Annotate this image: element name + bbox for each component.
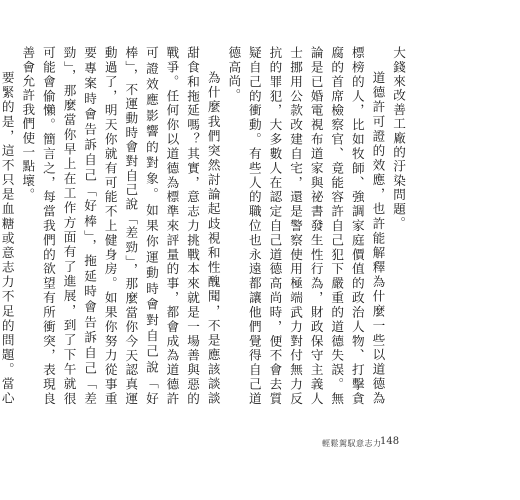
paragraph-continuation: 大錢來改善工廠的汙染問題。 bbox=[391, 46, 406, 231]
paragraph: 為什麼我們突然討論起歧視和性醜聞，不是應該談談甜食和拖延嗎？其實，意志力挑戰本來就是一場善與惡的戰爭。任何你以道德為標準來評量的事，都會成為道德許可證效應影響的對象。如果你運動時會對自己說「好棒」，不運動時會對自己說「差勁」，那麼當你今天認真運動過了，明天你就有可能不上健身房。如果你努力從事重要專案時會告訴自己「好棒」，拖延時會告訴自己「差勁」，那麼當你早上在工作方面有了進展，到了下午就很可能會偷懶。簡言之，每當我們的欲望有所衝突，表現良善會允許我們使一點壞。 bbox=[20, 46, 221, 406]
body-text bbox=[0, 46, 408, 406]
running-footer-book-title: 輕鬆駕馭意志力 bbox=[322, 439, 382, 448]
page-number: 148 bbox=[380, 436, 400, 447]
paragraph: 要緊的是，這不只是血糖或意志力不足的問題。當心 bbox=[0, 71, 15, 406]
paragraph: 道德許可證的效應，也許能解釋為什麼一些以道德為標榜的人，比如牧師、強調家庭價值的政治人物、打擊貪腐的首席檢察官、竟能容許自己犯下嚴重的道德失誤。無論是已婚電視布道家與祕書發生性行為，財政保守主義人士挪用公款改建自宅，還是警察使用極端武力對付無力反抗的罪犯，大多數人在認定自己道德高尚時，便不會去質疑自己的衝動。有些人的職位也永遠都讓他們覺得自己道德高尚。 bbox=[226, 46, 386, 406]
